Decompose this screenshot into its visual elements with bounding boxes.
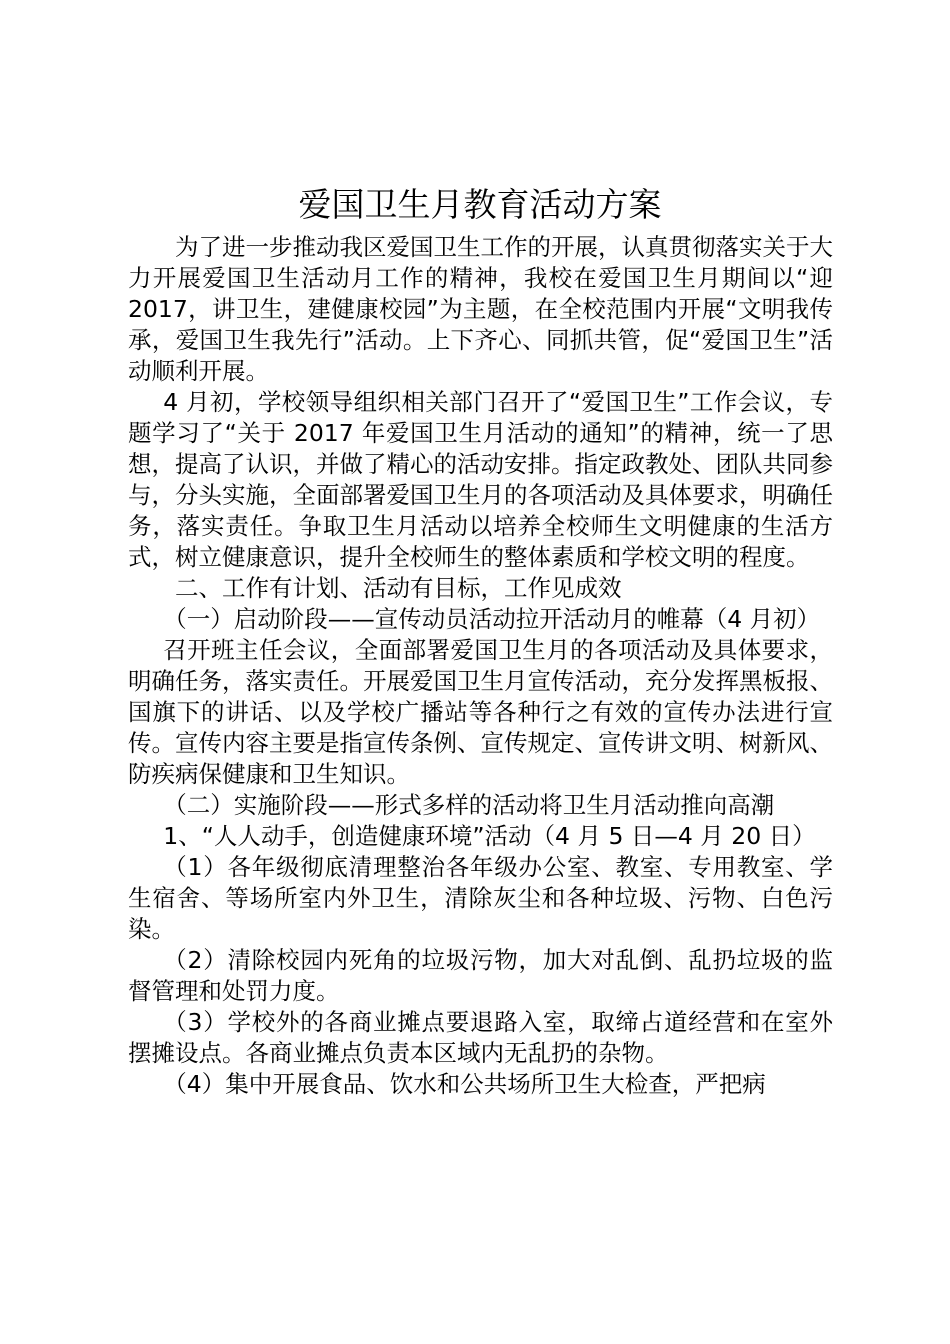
list-item-1: （1）各年级彻底清理整治各年级办公室、教室、专用教室、学生宿舍、等场所室内外卫生，清除灰尘和各种垃圾、污物、白色污染。 — [128, 853, 833, 943]
subsection-heading-2: （二）实施阶段——形式多样的活动将卫生月活动推向高潮 — [163, 791, 775, 819]
section-heading: 二、工作有计划、活动有目标，工作见成效 — [175, 574, 622, 602]
list-item-2: （2）清除校园内死角的垃圾污物，加大对乱倒、乱扔垃圾的监督管理和处罚力度。 — [128, 946, 833, 1005]
subsection-heading-1: （一）启动阶段——宣传动员活动拉开活动月的帷幕（4 月初） — [163, 605, 821, 633]
paragraph-launch: 召开班主任会议，全面部署爱国卫生月的各项活动及具体要求，明确任务，落实责任。开展爱国卫生月宣传活动，充分发挥黑板报、国旗下的讲话、以及学校广播站等各种行之有效的宣传办法进行宣传。宣传内容主要是指宣传条例、宣传规定、宣传讲文明、树新风、防疾病保健康和卫生知识。 — [128, 636, 833, 788]
list-item-4: （4）集中开展食品、饮水和公共场所卫生大检查，严把病 — [163, 1070, 766, 1098]
list-item-3: （3）学校外的各商业摊点要退路入室，取缔占道经营和在室外摆摊设点。各商业摊点负责本区域内无乱扔的杂物。 — [128, 1008, 833, 1067]
paragraph-intro: 为了进一步推动我区爱国卫生工作的开展，认真贯彻落实关于大力开展爱国卫生活动月工作的精神，我校在爱国卫生月期间以“迎 2017，讲卫生，建健康校园”为主题，在全校范围内开展“文明我传承，爱国卫生我先行”活动。上下齐心、同抓共管，促“爱国卫生”活动顺利开展。 — [128, 233, 833, 385]
document-body — [128, 232, 833, 1100]
activity-heading-1: 1、“人人动手，创造健康环境”活动（4 月 5 日—4 月 20 日） — [163, 822, 816, 850]
paragraph-meeting: 4 月初，学校领导组织相关部门召开了“爱国卫生”工作会议，专题学习了“关于 2017 年爱国卫生月活动的通知”的精神，统一了思想，提高了认识，并做了精心的活动安排。指定政教处、团队共同参与，分头实施，全面部署爱国卫生月的各项活动及具体要求，明确任务，落实责任。争取卫生月活动以培养全校师生文明健康的生活方式，树立健康意识，提升全校师生的整体素质和学校文明的程度。 — [128, 388, 833, 571]
document-title: 爱国卫生月教育活动方案 — [298, 185, 662, 224]
